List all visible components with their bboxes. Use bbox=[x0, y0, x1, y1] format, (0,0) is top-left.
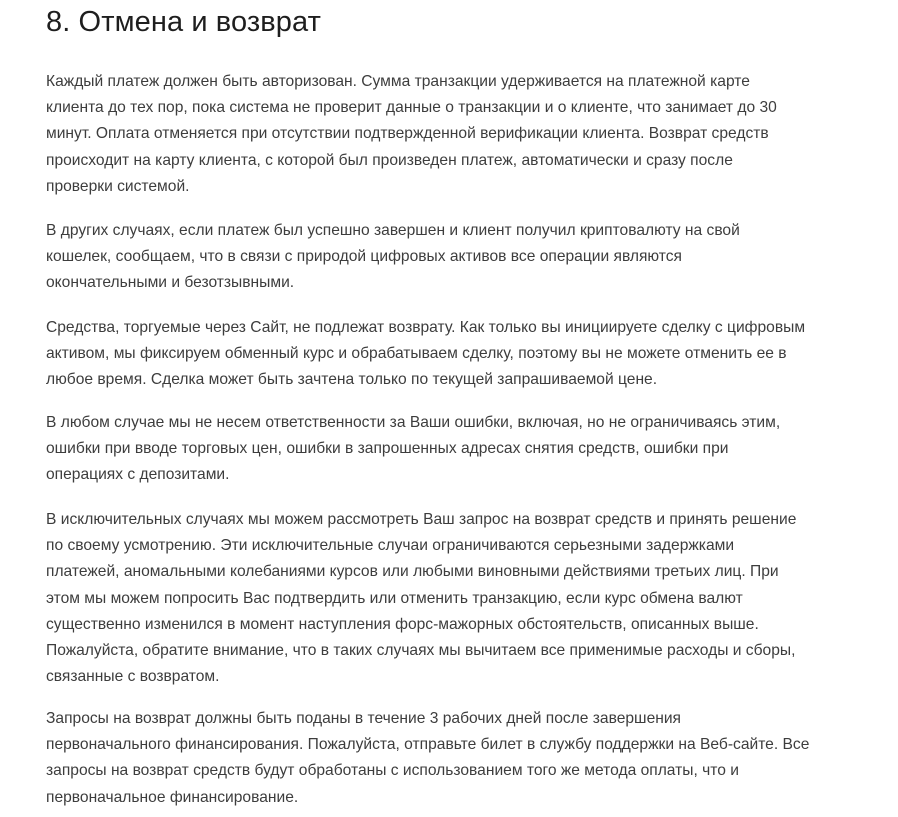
paragraph-line: минут. Оплата отменяется при отсутствии подтвержденной верификации клиента. Возврат средств bbox=[46, 125, 769, 143]
paragraph-line: Каждый платеж должен быть авторизован. Сумма транзакции удерживается на платежной карте bbox=[46, 73, 750, 90]
paragraph-line: этом мы можем попросить Вас подтвердить или отменить транзакцию, если курс обмена валют bbox=[46, 589, 743, 607]
paragraph-line: происходит на карту клиента, с которой был произведен платеж, автоматически и сразу после bbox=[46, 151, 733, 169]
paragraph-line: существенно изменился в момент наступления форс-мажорных обстоятельств, описанных выше. bbox=[46, 615, 759, 633]
paragraph-exceptional-cases bbox=[46, 507, 846, 690]
paragraph-liability bbox=[46, 410, 846, 489]
paragraph-line: В исключительных случаях мы можем рассмотреть Ваш запрос на возврат средств и принять решение bbox=[46, 511, 797, 528]
paragraph-line: по своему усмотрению. Эти исключительные случаи ограничиваются серьезными задержками bbox=[46, 537, 735, 555]
paragraph-line: платежей, аномальными колебаниями курсов или любыми виновными действиями третьих лиц. При bbox=[46, 563, 779, 581]
section-title: 8. Отмена и возврат bbox=[46, 6, 321, 38]
paragraph-line: окончательными и безотзывными. bbox=[46, 274, 295, 292]
paragraph-crypto-final bbox=[46, 218, 846, 297]
paragraph-line: Пожалуйста, обратите внимание, что в таких случаях мы вычитаем все применимые расходы и сборы, bbox=[46, 642, 796, 660]
paragraph-line: проверки системой. bbox=[46, 177, 190, 195]
paragraph-line: связанные с возвратом. bbox=[46, 668, 220, 686]
paragraph-line: активом, мы фиксируем обменный курс и обрабатываем сделку, поэтому вы не можете отменить ее в bbox=[46, 345, 787, 363]
paragraph-line: В других случаях, если платеж был успешно завершен и клиент получил криптовалюту на свой bbox=[46, 222, 740, 239]
paragraph-authorization bbox=[46, 69, 846, 200]
paragraph-line: операциях с депозитами. bbox=[46, 466, 230, 484]
paragraph-line: запросы на возврат средств будут обработаны с использованием того же метода оплаты, что и bbox=[46, 762, 739, 780]
paragraph-line: клиента до тех пор, пока система не проверит данные о транзакции и о клиенте, что занимает до 30 bbox=[46, 99, 777, 117]
paragraph-line: Средства, торгуемые через Сайт, не подлежат возврату. Как только вы инициируете сделку с цифровым bbox=[46, 319, 806, 336]
paragraph-no-refund bbox=[46, 315, 846, 394]
paragraph-line: ошибки при вводе торговых цен, ошибки в запрошенных адресах снятия средств, ошибки при bbox=[46, 440, 729, 458]
paragraph-refund-requests bbox=[46, 706, 846, 811]
paragraph-line: В любом случае мы не несем ответственности за Ваши ошибки, включая, но не ограничиваясь этим, bbox=[46, 414, 781, 431]
paragraph-line: Запросы на возврат должны быть поданы в течение 3 рабочих дней после завершения bbox=[46, 710, 682, 727]
paragraph-line: кошелек, сообщаем, что в связи с природой цифровых активов все операции являются bbox=[46, 248, 682, 266]
paragraph-line: первоначального финансирования. Пожалуйста, отправьте билет в службу поддержки на Веб-сайте. Все bbox=[46, 736, 810, 754]
paragraph-line: любое время. Сделка может быть зачтена только по текущей запрашиваемой цене. bbox=[46, 371, 658, 389]
paragraph-line: первоначальное финансирование. bbox=[46, 788, 299, 806]
